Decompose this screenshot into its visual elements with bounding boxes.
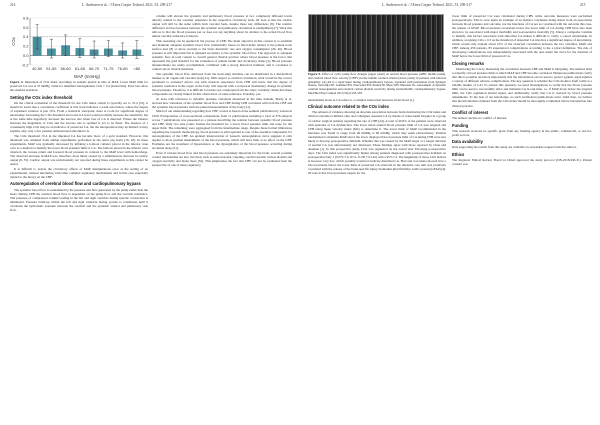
figure-5 [308, 14, 446, 96]
running-head-right: L. Andersen et al. / J Extra Corpor Technol. 2021, 53, 209-217 [382, 3, 472, 7]
body-paragraph: On the critical evaluation of the threshold for the COx index, which is typically set to >0.4 [31], it should be noted that a correlation coefficient at this level indicates a weak association, where the degree of explained variance is just 16%. From a statistical viewpoint, there is room for significant degree of uncertainty. Increasing the COx threshold above the 0.4 level would probably increase the sensitivity but at the same time negatively decrease the success rate when loss of CA is detected. Where the balance between the magnitude of COx and the success rate is optimal is yet to be fined. The absence of a consistently high COx may be an indicator of preserved CA, but the interpretation may be limited. It may explain, why only a few patients demonstrated abnormal CA. [10, 100, 148, 134]
y-tick-label: 0.8 [22, 15, 29, 21]
figure-4-caption [10, 81, 148, 92]
figure-4-caption-label: Figure 4. [10, 80, 24, 84]
x-tick-label: 66-70 [89, 66, 100, 71]
section-heading: Setting the COx index threshold [10, 94, 73, 100]
body-paragraph: mechanisms alone as CA refers to a complex interaction between all involved [1]. [308, 97, 415, 102]
body-paragraph: This research received no specific grant from any funding agency in the public, commercial, or not-for-profit sectors. [452, 128, 592, 137]
section-heading: Clinical outcome related to the COx index [308, 104, 389, 110]
right-page-col1-text [308, 98, 446, 175]
left-page-col1-text [10, 95, 148, 212]
y-tick-label: 0.6 [22, 24, 29, 30]
x-tick-label: 40-50 [32, 66, 43, 71]
y-axis-title: COx [11, 37, 16, 46]
right-page [300, 0, 600, 425]
y-tick-label: 0.2 [22, 43, 29, 49]
right-page-col2-text [452, 14, 592, 166]
y-tick-label: 0.0 [22, 53, 29, 58]
figure-5-caption-label: Figure 5. [308, 72, 322, 76]
x-tick-label: 56-60 [60, 66, 71, 71]
body-paragraph: volume will elevate the systemic and pulmonary blood pressure at two completely different levels directly related to the vascular resistance in the respective circulatory beds. Of note is that the cardiac output will still be the same within both vascular beds, despite these key differences [9]. The relative difference in blood pressure between the systemic and pulmonary circulation is exemplified [27]. What this tells us is that the blood pressure per se does not say anything about its relation to the actual blood flow unless vascular resistance is known. [152, 14, 292, 39]
section-heading: Conflict of interest [452, 109, 489, 115]
body-paragraph: The authors declare no conflict of interest. [452, 116, 508, 121]
body-paragraph: The systemic blood flow delivered from the heart-lung machine can be distributed in a hierarchical manner to all organs and vascular beds [41]. With respect to cerebral circulation, what would be the correct parameter to evaluate? Above one with classical experience from CPB will know that the degree of systemic resistance in the organ of the body will respond with a reciprocal momentary change in systemic blood pressure. Therefore, it is difficult to isolate one component from the other; it mainly claims that these components are closely linked. In this observation of some reference. Probably, yes. [152, 71, 292, 97]
body-paragraph: Even if various blood flow and blood pressure are extremely important for the brain, several possible control mechanisms are also involved, such as neurovascular coupling, cerebrovascular carbon dioxide and oxygen reactivity and many more [52]. This emphasizes the fact that CBF can not be evaluated from the perspective of one of these regulatory [152, 150, 292, 167]
cox-bar-chart [10, 14, 148, 80]
body-paragraph: The Regional Ethical Review Board in Umeå approved the study protocol (DN-2018/436-31). Patient consent was [452, 158, 592, 167]
section-heading: Ethics [452, 151, 465, 157]
left-page-column-2 [152, 14, 292, 422]
x-tick-label: 51-55 [46, 66, 57, 71]
right-page-column-2 [452, 14, 592, 422]
figure-5-caption [308, 73, 446, 96]
body-paragraph: At least with reference to dynamic pressure variations measured in the time domain, Brady et al. showed how variations of the systemic blood flow and CBF during CPB correlated with both the CBF and the systemic blood pressure with the pulsed measurements of the body [21]. [152, 96, 292, 109]
figure-5-waveform-image [308, 14, 444, 72]
running-head-left: L. Andersen et al. / J Extra Corpor Technol. 2021, 53, 209-217 [82, 3, 172, 7]
y-tick-label: 0.4 [22, 34, 29, 40]
body-paragraph: The amount of evidence showing an absolute association between brain monitoring the COx index and clinical outcome is limited. Ono and colleagues assessed CA by means of transcranial Doppler in a group of cardiac surgical patients regarding the rate of CPB [24]. A total of 20.6% of the patients were observed with episodes of CA dysfunction. The lower mean arterial blood pressure limit of CA was targeted and CPB using mean velocity index (Mx) to determine it. The lower limit of MAP recommended in the literature was found to range from 40 mmHg to 90 mmHg, which may seem extraordinary. Patients randomized to maintain MAP above the lower displayed blood pressure limit of CA during CPB were less likely to develop postoperative delirium. Whether this was caused by the MAP target or a longer duration of normal CA was unfortunately not discussed. These findings agree with those reported by Chan and Aneman [1]. In this prospective study, COx was registered on the rostral side following postoperative days. The COx index was significantly higher among patients diagnosed with postoperative delirium on postoperative Day 1 (0.270 ± 0.19 vs. 0.130 ± 0.142) with a 95% CI. The magnitude of those COx indices is however very low, which possibly would not indicate disturbed CA. Hori and coworkers showed how a blood pressure below the lower limit of preserved CA observed in the intensive care unit was positively correlated with the release of the brain-specific injury biomarker glial fibrillary acidic protein (GFAP) [4]. Of note is that blood pressure targets for the [308, 110, 446, 176]
y-tick-label: -0.2 [21, 62, 29, 68]
body-paragraph: Monitoring the CA by measuring the correlation between CBF and MAP is intriguing. The method aims to identify a blood pressure limit at which MAP and CBF become correlated. Numerous publications verify that this is possible and more importantly that the information can be used to protect against organ injuries a variety of different adverse complications. The key question is whether the COx monitor itself really is a reliable marker of CA? To answer this question, we need investigations to verify that the blood pressure limit can be used to successfully tailor and maintain CA in real-time, i.e. if MAP drops below the targeted limit, the COx regulation should signal, and additionally verify that CA is restored by blood pressure adjustments. To the best of our knowledge, no such verification publications exist. Until then, we believe that the information obtained from the COx index should be thoroughly scrutinized before introduction into clinical practice. [452, 67, 592, 108]
body-paragraph: The COx threshold >0.4 in the impaired CA has become more of a gold standard. However, this threshold was obtained from animal experiments performed in the naive pig brain [16, 18]. In these experiments, MAP was gradually decreased by inflating a balloon catheter placed in the inferior vena cava as a method to identify the lower blood pressure limit of CA. The balloon placed in the inferior cava obstructs the venous return and lowered blood pressure in contrast to the MAP level with hemorrhage. The observed decrease in MAP was, therefore, most likely caused by a simultaneous decrease in cardiac output [6, 35]. Cardiac output was unfortunately not reported during these experiments as this cannot be tested. [10, 133, 148, 167]
page-number-right: 215 [580, 3, 586, 7]
figure-4-caption-text: Illustration of COx index recordings in patients plotted in bins of MAP. Lower MAP limit for preserved CA was at 55 mmHg. Limit for identified autoregulation; COx > 0.4 (dotted line). Error bars show the standard deviation. [10, 80, 148, 92]
body-paragraph: Data supporting the results from this study are available on reasonable request from the authors. [452, 145, 577, 150]
figure-4 [10, 14, 148, 92]
left-page-column-1 [10, 14, 148, 422]
page-number-left: 214 [10, 3, 16, 7]
body-paragraph: Much of our understanding regarding how CBF control is based on the seminal publication by Lassen in 1959. Extrapolation of cross-sectional comparisons from 11 publications including a total of 376 subjects across 7 publications was presented as a plateau describing the relation between systemic blood pressure and CBF. Only two data points formed the threshold for a lower blood pressure limit and none for the upper limit. The remaining were aggregated from the intermediate range. Despite these formal limitations regarding the research methodology, blood pressure is still regarded as one of the essential components for autoregulation of the CBF. An updated interpretation of Lassen's autoregulation curve suggests it only applies to more gradual amendments of the blood pressure, which will have little or no effect on the CBF. Examples are the treatment of hypertension or the dysregulation of the blood pressure occurring during nocturnal sleep [51]. [152, 109, 292, 150]
x-tick-label: 61-65 [74, 66, 85, 71]
right-page-column-1 [308, 14, 446, 422]
x-tick-label: >80 [133, 66, 141, 71]
x-axis-title: MAP (mmHg) [74, 74, 100, 79]
x-tick-label: 76-80 [117, 66, 128, 71]
left-page-col2-text [152, 14, 292, 167]
body-paragraph: It is difficult to isolate the circulatory effects of MAP manipulations even as the setting of an experimental, without interfering with other complex regulatory mechanisms and in this case especially related to the theory on the CBF. [10, 166, 148, 179]
x-tick-label: 71-75 [103, 66, 114, 71]
section-heading: Autoregulation of cerebral blood flow and cardiopulmonary bypass [10, 181, 141, 187]
body-paragraph: The systemic blood flow is established by the pressure and flow generated by the pump rather than the heart. During CPB the cerebral blood flow is dependent on the pump flow and the vascular resistance. The presence of compressed volume loading in the left and right ventricle during systolic contraction is eliminated. Pressure build-up within the left and right ventricle during systole is continuous until it overloads the hydrostatic pressure between the cerebral and the systemic arterial and pulmonary vein flow. [10, 187, 148, 212]
section-heading: Funding [452, 122, 469, 128]
section-heading: Closing remarks [452, 60, 485, 66]
figure-5-caption-text: Effect of cyclic pump flow changes (upper panel) on arterial blood pressure (ABP; middle panel), and cerebral blood flow velocity (CBFV) in the middle cerebral arteries (lower panel) in patients with induced pulsatility. (A) AP is a rapid input during cardiopulmonary bypass, reprinted with permission from Springer Nature, Severdija EE, Gommer ED, Weerwind PW, Reulen JP, Mess WH, Maessen JG. Assessment of dynamic cerebral autoregulation and cerebral carbon dioxide reactivity during normothermic cardiopulmonary bypass. Med Biol Eng Comput 2015;53(2):195-203. [308, 72, 446, 95]
section-heading: Data availability [452, 139, 483, 145]
body-paragraph: This reasoning can be applied in the process of CPB. The main objective in this context is to establish and maintain adequate systemic blood flow traditionally based on fixed index related to the patient body surface area [8] or more recently to the basic metabolic rate and oxygen consumption [29, 40]. Blood pressure is still important but is adjusted secondary to the systemic blood flow. The approach to adequate systemic flow in total content to overall general clinical practice where blood pressure is the factor that represents the gold standard for the evaluation of patient health and circulatory status [2]. Blood pressure measurements are easily accomplished, combined with a strong historical tradition, and it correlates to central role in clinical medicine. [152, 38, 292, 72]
body-paragraph: lower limit of preserved CA were calculated during CPB, while outcome measures were performed postoperatively. This is once again an example of an indirect conclusion being drawn from an association between blood pressure and outcome, not the functions of CA per se correlated with the outcome this case, the release of GFAP. Blood pressure excursions below the lower limit of CA during CPB have also been shown to be associated with major morbidity and postoperative mortality [5]. Using a composite variable to identify risk factors associated with abnormal CA makes it difficult to verify a causal relationship. In addition, accepting COx ≥ 0.3 as the threshold of abnormal CA involves a significant degree of uncertainty, which would only explain about 10% of the observed correlation between the two variables, MAP and CBF. Among 450 patients, 83 experienced complications according to the a priori definition. The risk of developing complications was independently associated with the area under the curve for the duration of MAP below the lower limit of preserved CA. [452, 14, 592, 59]
